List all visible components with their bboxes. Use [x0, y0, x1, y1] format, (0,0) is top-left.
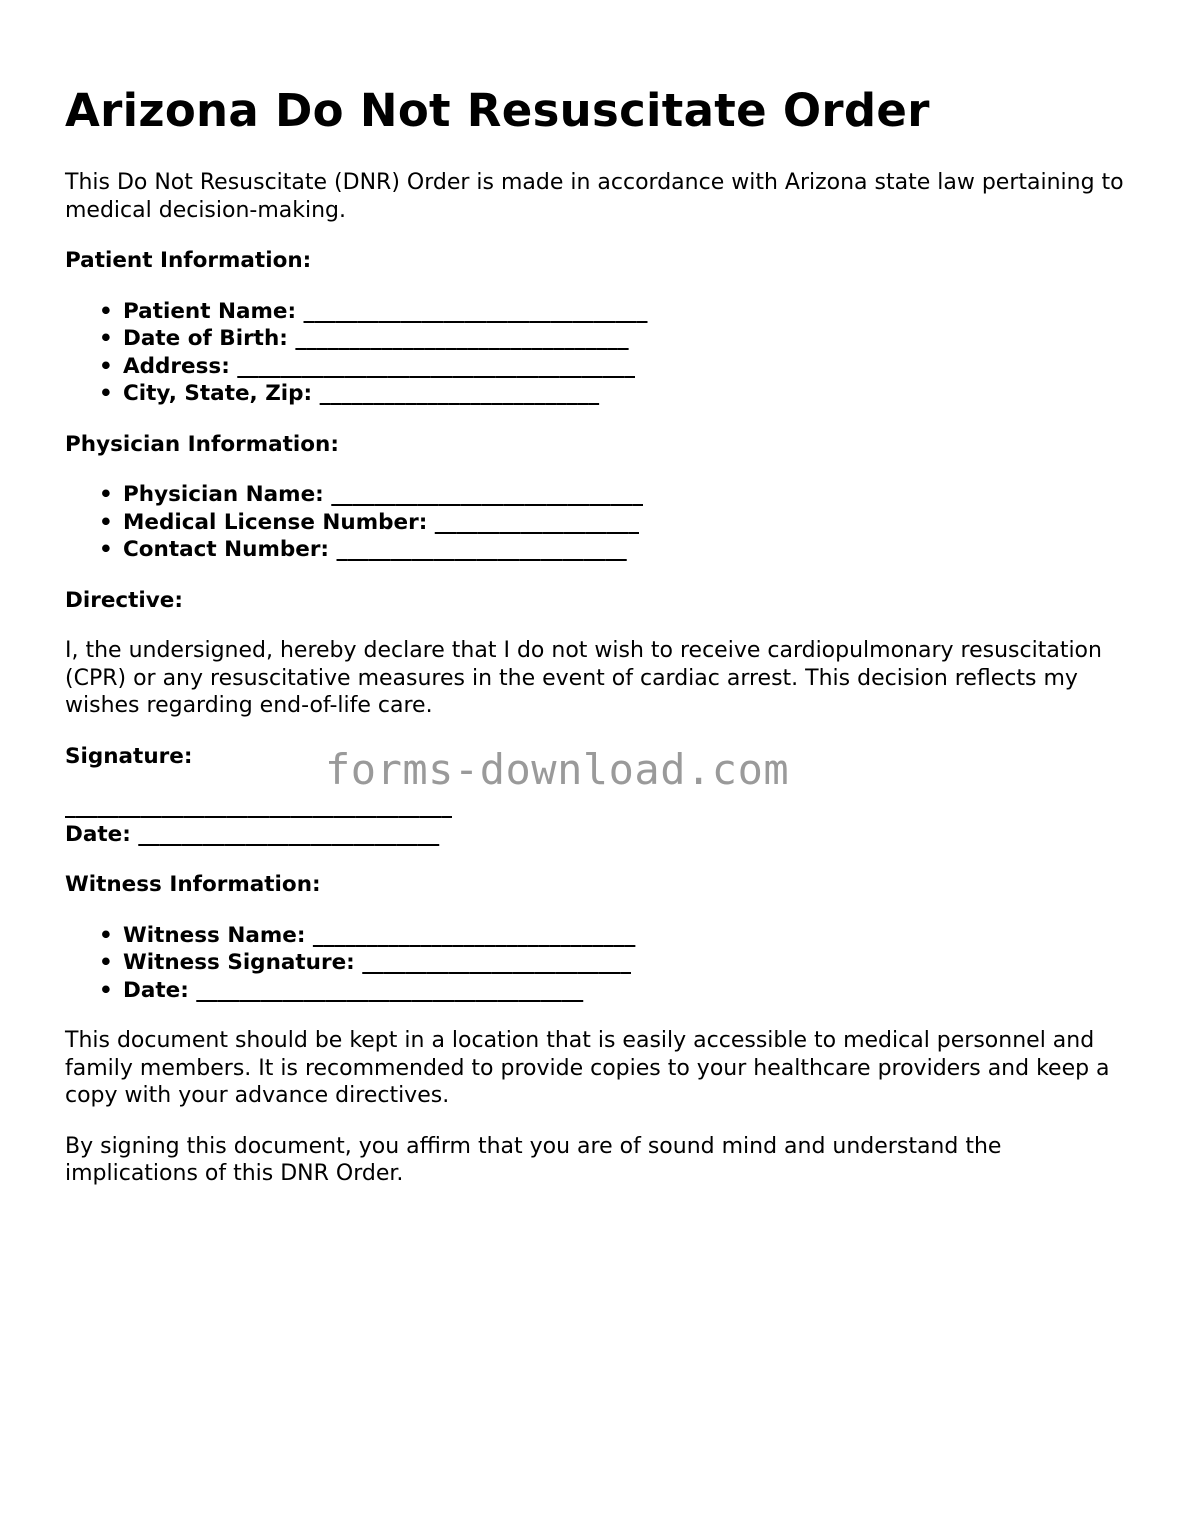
signature-section-heading: Signature:	[65, 743, 193, 769]
patient-name-field[interactable]: • Patient Name: ________________________________	[123, 298, 1125, 326]
physician-section-heading: Physician Information:	[65, 431, 339, 457]
date-of-birth-field[interactable]: • Date of Birth: _______________________________	[123, 325, 1125, 353]
address-field[interactable]: • Address: _____________________________________	[123, 353, 1125, 381]
document-page	[65, 80, 1125, 1188]
signature-date-field[interactable]: Date: ____________________________	[65, 821, 440, 847]
watermark-text: forms-download.com	[325, 745, 790, 794]
physician-fields-list	[65, 481, 1125, 564]
witness-signature-field[interactable]: • Witness Signature: _________________________	[123, 949, 1125, 977]
directive-section-heading: Directive:	[65, 587, 183, 613]
medical-license-number-field[interactable]: • Medical License Number: ___________________	[123, 509, 1125, 537]
witness-name-field[interactable]: • Witness Name: ______________________________	[123, 922, 1125, 950]
page-title: Arizona Do Not Resuscitate Order	[65, 84, 930, 137]
directive-paragraph: I, the undersigned, hereby declare that I do not wish to receive cardiopulmonary resuscitation (CPR) or any resuscitative measures in the event of cardiac arrest. This decision reflects my wishes regarding end-of-life care.	[65, 638, 1102, 718]
affirmation-paragraph: By signing this document, you affirm that you are of sound mind and understand the implications of this DNR Order.	[65, 1133, 1002, 1186]
intro-paragraph: This Do Not Resuscitate (DNR) Order is made in accordance with Arizona state law pertaining to medical decision-making.	[65, 170, 1124, 223]
contact-number-field[interactable]: • Contact Number: ___________________________	[123, 536, 1125, 564]
storage-instructions-paragraph: This document should be kept in a location that is easily accessible to medical personnel and family members. It is recommended to provide copies to your healthcare providers and keep a copy with your advance directives.	[65, 1028, 1110, 1108]
patient-fields-list	[65, 298, 1125, 408]
witness-fields-list	[65, 922, 1125, 1005]
patient-section-heading: Patient Information:	[65, 248, 312, 273]
signature-line[interactable]: ____________________________________	[65, 794, 452, 819]
witness-date-field[interactable]: • Date: ____________________________________	[123, 977, 1125, 1005]
physician-name-field[interactable]: • Physician Name: _____________________________	[123, 481, 1125, 509]
city-state-zip-field[interactable]: • City, State, Zip: __________________________	[123, 380, 1125, 408]
witness-section-heading: Witness Information:	[65, 872, 321, 897]
